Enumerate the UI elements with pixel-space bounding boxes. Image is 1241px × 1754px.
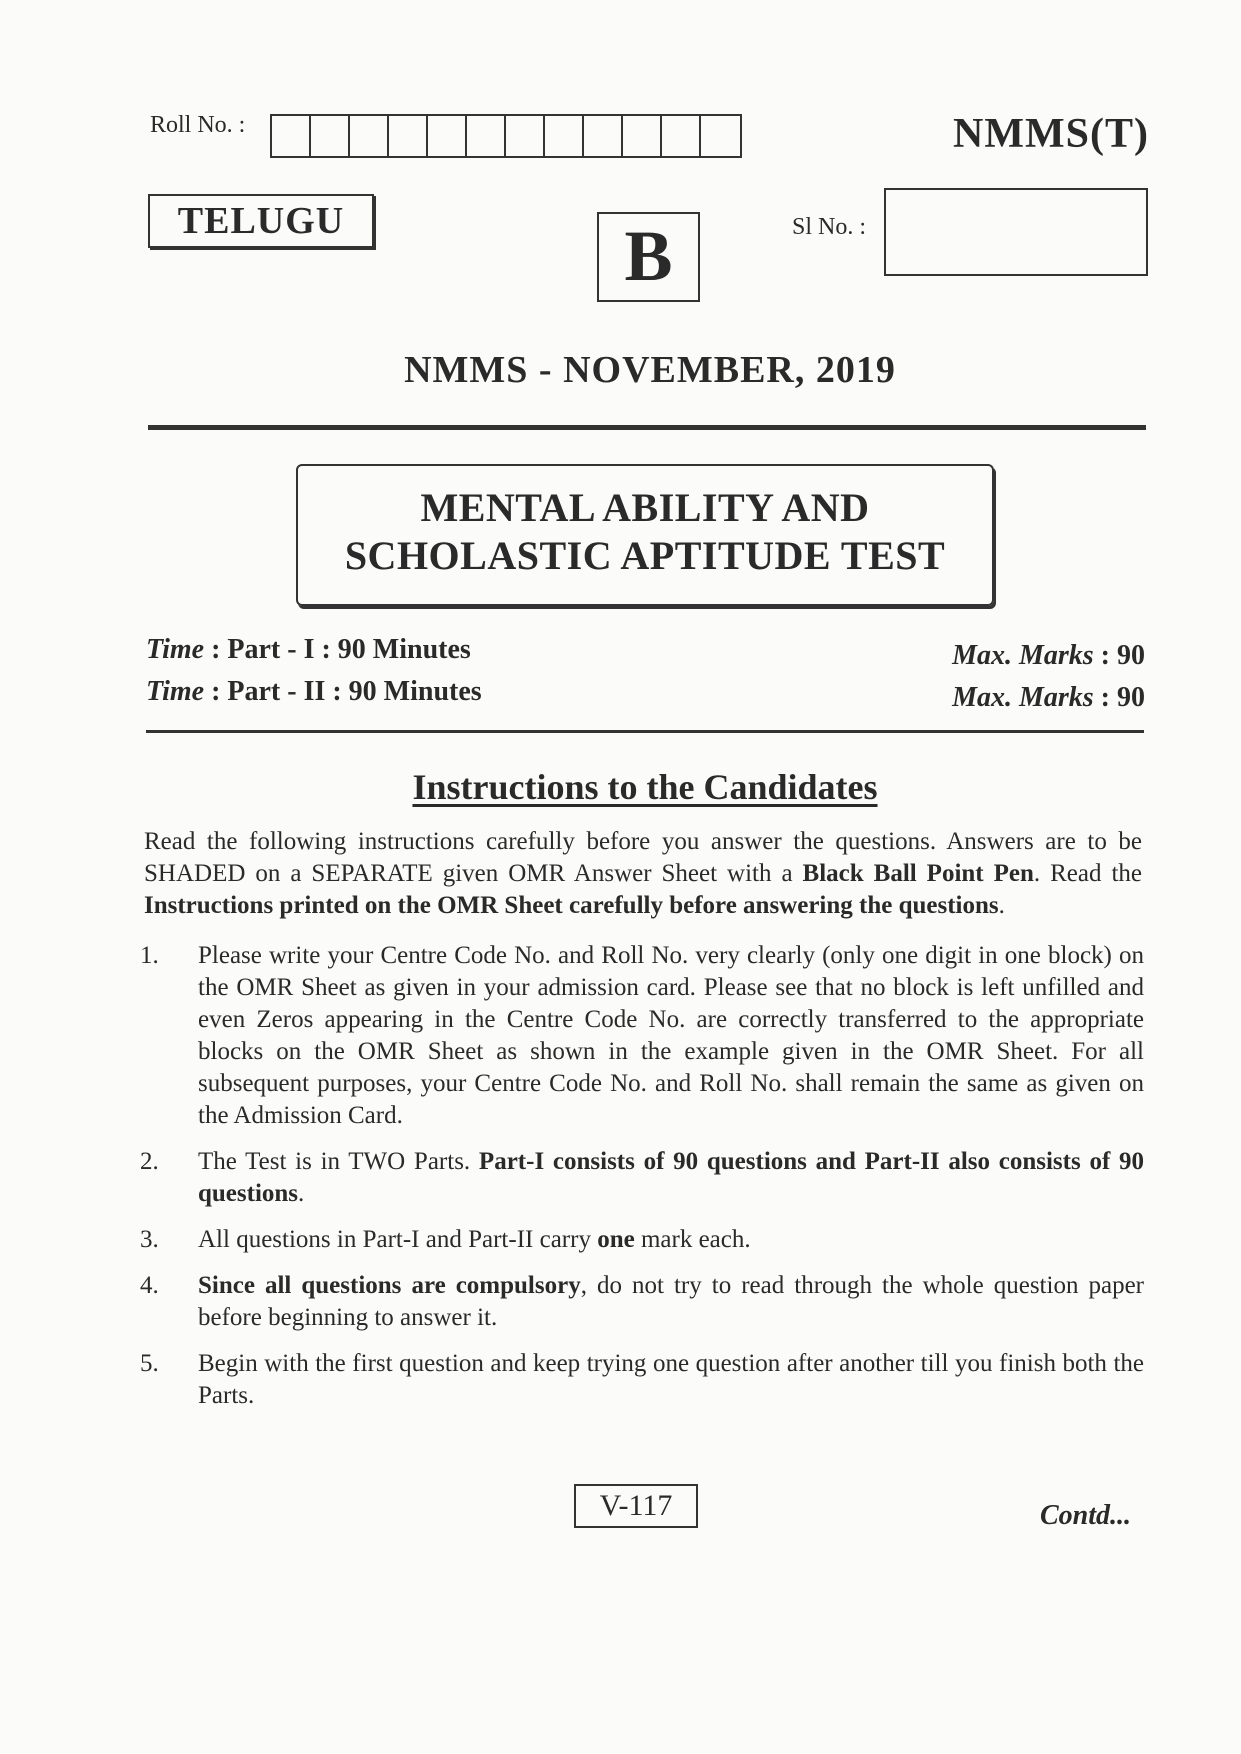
instruction-text-part: All questions in Part-I and Part-II carry <box>198 1226 598 1253</box>
instruction-item <box>140 1146 1144 1210</box>
instruction-text: Please write your Centre Code No. and Roll No. very clearly (only one digit in one block) on the OMR Sheet as given in your admission card. Please see that no block is left unfilled and even Zeros appearing in the Centre Code No. are correctly transferred to the appropriate blocks on the OMR Sheet as shown in the example given in the OMR Sheet. For all subsequent purposes, your Centre Code No. and Roll No. shall remain the same as given on the Admission Card. <box>198 942 1144 1129</box>
instruction-text-part: The Test is in TWO Parts. <box>198 1148 479 1175</box>
continued-label: Contd... <box>1039 1500 1131 1531</box>
roll-digit-box[interactable] <box>701 116 740 156</box>
roll-digit-box[interactable] <box>506 116 545 156</box>
instruction-bold: Part-I consists of 90 questions and Part-II also consists of 90 questions <box>198 1148 1144 1207</box>
time-part-1 <box>146 634 471 666</box>
instruction-text <box>198 1224 1144 1256</box>
roll-digit-box[interactable] <box>272 116 311 156</box>
instruction-bold: one <box>597 1226 635 1253</box>
marks-word: Max. Marks <box>952 640 1094 671</box>
question-set-badge: B <box>597 212 700 302</box>
serial-number-box[interactable] <box>884 188 1148 276</box>
instruction-item <box>140 940 1144 1132</box>
roll-digit-box[interactable] <box>467 116 506 156</box>
divider <box>148 425 1146 430</box>
roll-digit-box[interactable] <box>584 116 623 156</box>
instruction-text-part: . <box>298 1180 305 1207</box>
roll-digit-box[interactable] <box>311 116 350 156</box>
test-name-line-2: SCHOLASTIC APTITUDE TEST <box>344 533 946 578</box>
time-part-2 <box>146 676 482 708</box>
roll-digit-box[interactable] <box>428 116 467 156</box>
instruction-number: 1. <box>140 942 159 969</box>
roll-digit-box[interactable] <box>545 116 584 156</box>
roll-number-label: Roll No. : <box>150 112 246 138</box>
paper-version-code: V-117 <box>574 1484 698 1528</box>
max-marks-part-2 <box>952 682 1145 714</box>
serial-number-label: Sl No. : <box>792 214 867 240</box>
roll-digit-box[interactable] <box>623 116 662 156</box>
intro-text: . Read the <box>1033 860 1142 887</box>
instruction-text-part: , do not try to read through the whole question paper before beginning to answer it. <box>198 1272 1144 1331</box>
roll-number-boxes[interactable] <box>270 114 742 158</box>
instruction-number: 2. <box>140 1148 159 1175</box>
instruction-bold: Since all questions are compulsory <box>198 1272 581 1299</box>
instruction-item <box>140 1224 1144 1256</box>
instructions-heading: Instructions to the Candidates <box>412 767 878 807</box>
roll-digit-box[interactable] <box>389 116 428 156</box>
instruction-text: Begin with the first question and keep trying one question after another till you finish both the Parts. <box>198 1350 1144 1409</box>
divider <box>146 730 1144 733</box>
intro-bold: Instructions printed on the OMR Sheet carefully before answering the questions <box>144 892 999 919</box>
intro-text: . <box>998 892 1005 919</box>
roll-digit-box[interactable] <box>350 116 389 156</box>
exam-title: NMMS - NOVEMBER, 2019 <box>404 349 896 391</box>
marks-value: : 90 <box>1100 682 1145 713</box>
time-value: : Part - I : 90 Minutes <box>211 634 471 665</box>
time-word: Time <box>146 634 205 665</box>
marks-word: Max. Marks <box>952 682 1094 713</box>
time-word: Time <box>146 676 205 707</box>
intro-bold: Black Ball Point Pen <box>802 860 1034 887</box>
instruction-number: 3. <box>140 1226 159 1253</box>
marks-value: : 90 <box>1100 640 1145 671</box>
instruction-number: 5. <box>140 1350 159 1377</box>
roll-digit-box[interactable] <box>662 116 701 156</box>
paper-code: NMMS(T) <box>953 111 1149 157</box>
test-name-box <box>296 464 994 606</box>
language-badge: TELUGU <box>148 194 374 248</box>
test-name-line-1: MENTAL ABILITY AND <box>420 485 870 530</box>
instructions-intro <box>144 826 1142 922</box>
instruction-item <box>140 1348 1144 1412</box>
intro-text: Read the following instructions carefully before you answer the questions. Answers are to be SHADED on a SEPARATE given OMR Answer Sheet with a <box>144 828 1142 887</box>
time-value: : Part - II : 90 Minutes <box>211 676 482 707</box>
instruction-number: 4. <box>140 1272 159 1299</box>
max-marks-part-1 <box>952 640 1145 672</box>
instruction-text <box>198 1270 1144 1334</box>
instruction-item <box>140 1270 1144 1334</box>
instruction-text <box>198 1146 1144 1210</box>
instruction-text-part: mark each. <box>634 1226 751 1253</box>
instructions-list <box>140 940 1144 1426</box>
